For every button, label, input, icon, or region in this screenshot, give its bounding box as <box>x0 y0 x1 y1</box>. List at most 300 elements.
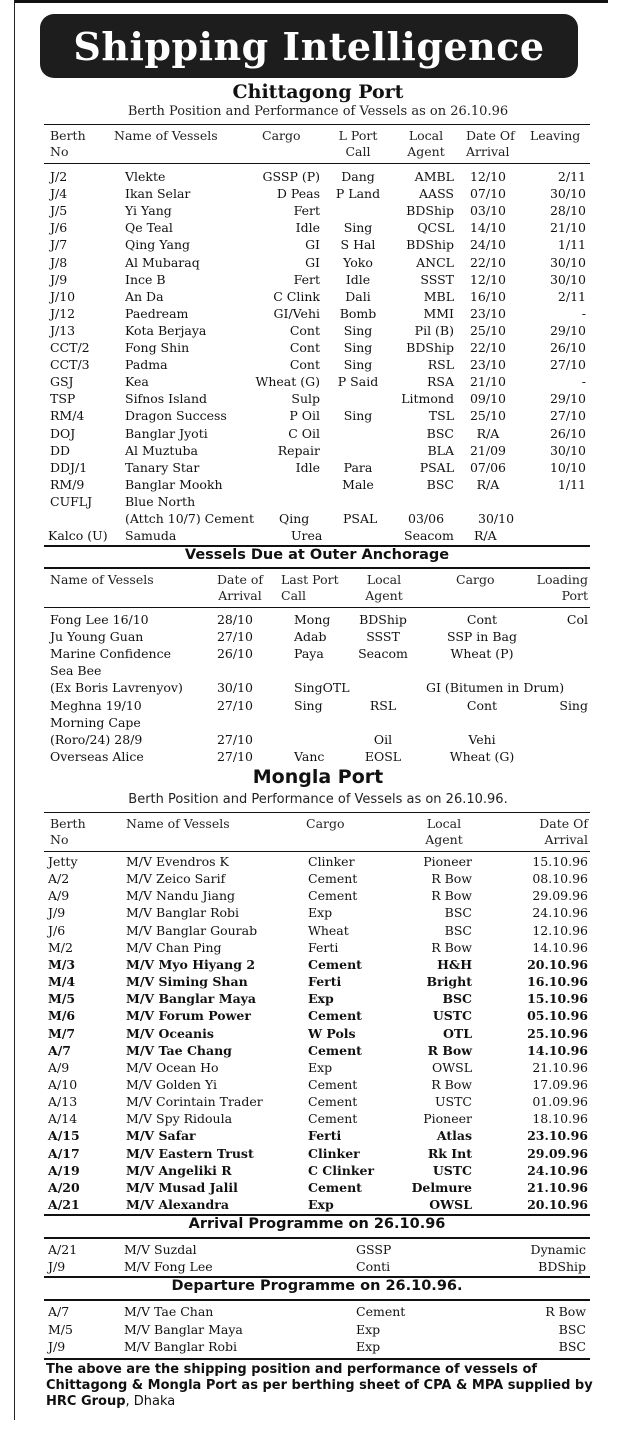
berth-no: A/10 <box>48 1076 78 1092</box>
table-row <box>0 373 624 390</box>
berth-no: J/9 <box>50 271 68 287</box>
local-agent: BSC <box>426 425 454 441</box>
local-agent: BDShip <box>538 1259 586 1274</box>
arrival-date: 24.10.96 <box>527 1162 588 1178</box>
local-agent: Delmure <box>411 1179 472 1195</box>
local-agent: ANCL <box>416 254 454 270</box>
hdr-arrival-2: Arrival <box>466 144 510 159</box>
table-row <box>0 202 624 219</box>
vessel-name: M/V Fong Lee <box>124 1259 213 1274</box>
table-row <box>0 442 624 459</box>
table-row <box>0 1179 624 1196</box>
berth-no: CCT/3 <box>50 357 90 373</box>
table-row <box>0 219 624 236</box>
cargo: Wheat (G) <box>449 748 515 764</box>
vessel-name: M/V Angeliki R <box>126 1162 232 1178</box>
table-row <box>0 1093 624 1110</box>
table-row <box>0 679 624 696</box>
leaving-date: 26/10 <box>549 340 586 355</box>
outer-header-rule <box>44 607 590 608</box>
cargo: C Oil <box>288 425 320 441</box>
vessel-name: M/V Banglar Maya <box>126 991 257 1007</box>
table-row <box>0 714 624 731</box>
cargo: Idle <box>295 220 320 236</box>
vessel-name: M/V Suzdal <box>124 1242 197 1257</box>
local-agent: TSL <box>428 408 454 424</box>
vessel-name: Vlekte <box>125 169 166 184</box>
table-row <box>0 645 624 662</box>
berth-no: A/20 <box>48 1179 80 1195</box>
local-agent: OWSL <box>429 1197 472 1212</box>
local-agent: BSC <box>558 1339 586 1354</box>
arrival-date: 24.10.96 <box>532 905 588 921</box>
table-row <box>0 1321 624 1338</box>
local-agent: BDShip <box>359 612 407 627</box>
table-row <box>0 425 624 442</box>
table-row <box>0 1241 624 1258</box>
cargo: Wheat (G) <box>255 374 320 390</box>
loading-port: Col <box>566 612 588 627</box>
table-row <box>0 853 624 870</box>
arrival-date: R/A <box>474 528 497 543</box>
local-agent: BDShip <box>406 203 454 219</box>
leaving-date: 21/10 <box>549 220 586 236</box>
cargo: D Peas <box>276 186 320 202</box>
cargo: W Pols <box>308 1025 356 1041</box>
arrival-date: 08.10.96 <box>532 871 588 887</box>
arrival-date: 05.10.96 <box>527 1008 588 1024</box>
berth-no: A/13 <box>48 1094 78 1110</box>
page-title: Shipping Intelligence <box>73 23 545 69</box>
leaving-date: 26/10 <box>549 425 586 441</box>
vessel-name: Tanary Star <box>125 459 200 475</box>
arrival-date: 24/10 <box>469 237 507 253</box>
vessel-name: Sea Bee <box>50 663 102 679</box>
local-agent: USTC <box>435 1094 472 1110</box>
local-agent: Bright <box>426 974 472 990</box>
last-port: Vanc <box>294 748 325 764</box>
arrival-date: 01.09.96 <box>532 1094 588 1110</box>
berth-no: DD <box>50 442 71 458</box>
berth-no: A/17 <box>48 1145 80 1161</box>
cargo: Cont <box>289 357 320 373</box>
hdr-lport: L Port <box>338 128 378 143</box>
arrival-date: 30/10 <box>216 680 254 696</box>
table-row <box>0 322 624 339</box>
berth-no: M/5 <box>48 991 76 1007</box>
vessel-name: Dragon Success <box>125 408 227 424</box>
local-agent: QCSL <box>417 220 454 236</box>
cargo: Conti <box>356 1259 391 1274</box>
hdr-berth: Berth <box>50 816 86 831</box>
vessel-name: Meghna 19/10 <box>50 697 142 713</box>
local-agent: SSST <box>366 629 400 645</box>
local-agent: EOSL <box>364 748 402 764</box>
arrival-date: R/A <box>476 476 500 492</box>
local-agent: Oil <box>373 731 393 747</box>
arrival-date: 23/10 <box>469 357 507 373</box>
cargo: Sulp <box>291 391 320 407</box>
hdr-agent: Local <box>366 572 402 587</box>
arrival-date: 12/10 <box>469 271 507 287</box>
berth-no: CCT/2 <box>50 340 90 355</box>
arrival-date: 14/10 <box>469 220 507 236</box>
local-agent: Pioneer <box>423 854 472 869</box>
cargo: Cont <box>289 322 320 338</box>
cargo: GI/Vehi <box>273 305 320 321</box>
arrival-date: 16.10.96 <box>527 974 588 990</box>
cargo: C Clinker <box>308 1162 375 1178</box>
table-row <box>0 476 624 493</box>
local-agent: R Bow <box>431 888 472 904</box>
last-port: Sing <box>343 220 373 236</box>
vessel-name: An Da <box>125 288 164 304</box>
cargo: Cont <box>466 697 498 713</box>
outer-title: Vessels Due at Outer Anchorage <box>184 547 450 563</box>
cargo: Clinker <box>308 1145 360 1161</box>
hdr-agent: Local <box>408 128 444 143</box>
local-agent: BSC <box>426 476 454 492</box>
leaving-date: 2/11 <box>557 288 586 304</box>
vessel-name: Paedream <box>125 305 189 321</box>
local-agent: SSST <box>420 271 454 287</box>
table-row <box>0 887 624 904</box>
arrival-date: R/A <box>476 425 500 441</box>
cargo: P Oil <box>289 408 320 424</box>
berth-no: A/21 <box>48 1197 80 1212</box>
cargo: Clinker <box>308 854 355 869</box>
vessel-name: M/V Alexandra <box>126 1197 229 1212</box>
last-port: Sing <box>343 357 373 373</box>
leaving-date: 1/11 <box>557 237 586 253</box>
vessel-name: Padma <box>125 357 168 373</box>
berth-no: J/5 <box>50 203 68 219</box>
local-agent: BSC <box>442 991 472 1007</box>
cargo: GI (Bitumen in Drum) <box>426 680 565 696</box>
cargo: GI <box>305 254 320 270</box>
arrival-date: 07/10 <box>469 186 507 202</box>
table-row <box>0 1258 624 1275</box>
table-row <box>0 939 624 956</box>
hdr-agent-2: Agent <box>425 832 463 847</box>
vessel-name: Sifnos Island <box>125 391 208 407</box>
arrival-date: 07/06 <box>469 459 507 475</box>
last-port: Paya <box>294 646 324 662</box>
chittagong-extra-row <box>0 510 624 527</box>
leaving-date: 28/10 <box>549 203 586 219</box>
last-port: Qing <box>279 511 310 526</box>
leaving-date: 2/11 <box>557 169 586 184</box>
last-port: Yoko <box>343 254 373 270</box>
arrival-date: 21.10.96 <box>527 1179 588 1195</box>
last-port: Male <box>342 476 374 492</box>
berth-no: RM/9 <box>50 476 85 492</box>
local-agent: AMBL <box>414 169 454 184</box>
table-row <box>0 356 624 373</box>
table-row <box>0 1196 624 1213</box>
leaving-date: 10/10 <box>549 459 586 475</box>
berth-no: J/10 <box>50 288 76 304</box>
berth-no: J/6 <box>50 220 68 236</box>
vessel-name: M/V Spy Ridoula <box>126 1111 233 1127</box>
arrival-date: 14.10.96 <box>527 1042 588 1058</box>
vessel-name: M/V Tae Chan <box>124 1304 214 1319</box>
table-row <box>0 493 624 510</box>
hdr-cargo: Cargo <box>456 572 495 587</box>
cargo: Wheat <box>308 922 349 938</box>
cargo: Exp <box>308 1197 334 1212</box>
table-row <box>0 662 624 679</box>
cargo: Fert <box>293 271 320 287</box>
chittagong-subtitle: Berth Position and Performance of Vessels as on 26.10.96 <box>127 104 509 119</box>
local-agent: Seacom <box>358 646 408 662</box>
table-row <box>0 628 624 645</box>
local-agent: USTC <box>432 1162 472 1178</box>
chittagong-title: Chittagong Port <box>232 81 404 103</box>
last-port: Dang <box>341 169 375 184</box>
vessel-name: Ju Young Guan <box>50 629 144 645</box>
local-agent: PSAL <box>419 459 454 475</box>
cargo: Ferti <box>308 939 339 955</box>
table-row <box>0 1076 624 1093</box>
cargo: Cement <box>308 1094 358 1110</box>
arrival-date: 16/10 <box>469 288 507 304</box>
berth-no: A/9 <box>48 888 70 904</box>
table-row <box>0 288 624 305</box>
vessel-name: M/V Forum Power <box>126 1008 251 1024</box>
vessel-name: M/V Chan Ping <box>126 939 222 955</box>
cargo: Wheat (P) <box>450 646 514 662</box>
arrival-date: 27/10 <box>216 731 254 747</box>
cargo: Exp <box>356 1339 381 1354</box>
vessel-name: M/V Eastern Trust <box>126 1145 254 1161</box>
cargo: C Clink <box>273 288 320 304</box>
arrival-date: 27/10 <box>216 697 254 713</box>
footnote-place: , Dhaka <box>125 1394 176 1409</box>
last-port: SingOTL <box>294 680 350 696</box>
leaving-date: 30/10 <box>549 271 586 287</box>
last-port: S Hal <box>340 237 376 253</box>
hdr-berth-no: No <box>50 832 69 847</box>
berth-no: A/14 <box>48 1111 78 1127</box>
vessel-name: M/V Golden Yi <box>126 1076 217 1092</box>
arrival-date: 20.10.96 <box>527 1197 588 1212</box>
berth-no: A/7 <box>48 1304 70 1319</box>
arrival-date: 03/10 <box>469 203 507 219</box>
vessel-name: (Roro/24) 28/9 <box>50 731 143 747</box>
arrival-date: 20.10.96 <box>527 956 588 972</box>
berth-no: J/9 <box>48 1339 66 1354</box>
hdr-date-2: Arrival <box>218 588 262 603</box>
loading-port: Sing <box>559 697 588 713</box>
local-agent: Pioneer <box>423 1111 472 1127</box>
cargo: Cement <box>308 1111 358 1127</box>
vessel-name: Kota Berjaya <box>125 322 207 338</box>
cargo: Cement <box>308 1179 362 1195</box>
local-agent: USTC <box>432 1008 472 1024</box>
vessel-name: Qe Teal <box>125 220 173 236</box>
hdr-arrival-2: Arrival <box>544 832 588 847</box>
arrival-date: 12/10 <box>469 169 507 184</box>
table-row <box>0 459 624 476</box>
berth-no: Jetty <box>48 854 78 869</box>
cargo: Cont <box>289 340 320 355</box>
last-port: Dali <box>345 288 371 304</box>
table-row <box>0 1025 624 1042</box>
cargo: Cement <box>308 888 358 904</box>
arrival-date: 18.10.96 <box>532 1111 588 1127</box>
last-port: Bomb <box>339 305 377 321</box>
hdr-date: Date of <box>216 572 264 587</box>
vessel-name: M/V Musad Jalil <box>126 1179 238 1195</box>
banner <box>40 14 578 78</box>
berth-no: J/9 <box>48 905 66 921</box>
cargo: GSSP (P) <box>262 169 320 184</box>
hdr-agent-2: Agent <box>365 588 403 603</box>
arrival-date: 25.10.96 <box>527 1025 588 1041</box>
arrival-date: 23/10 <box>469 305 507 321</box>
footnote <box>46 1362 594 1410</box>
leaving-date: 29/10 <box>549 322 586 338</box>
departure-title-rule <box>44 1299 590 1301</box>
cargo: Ferti <box>308 1128 342 1144</box>
hdr-leaving: Leaving <box>530 128 581 143</box>
berth-no: DDJ/1 <box>50 459 88 475</box>
local-agent: R Bow <box>545 1304 586 1319</box>
table-row <box>0 254 624 271</box>
berth-no: RM/4 <box>50 408 85 424</box>
table-row <box>0 748 624 765</box>
cargo: Vehi <box>468 731 496 747</box>
local-agent: Seacom <box>404 528 454 543</box>
leaving-date: 30/10 <box>549 186 586 202</box>
table-row <box>0 956 624 973</box>
arrival-date: 15.10.96 <box>532 854 588 869</box>
leaving-date: 30/10 <box>549 254 586 270</box>
chittagong-header-rule <box>44 163 590 164</box>
berth-no: M/3 <box>48 956 76 972</box>
chittagong-top-rule <box>44 124 590 125</box>
cargo: Idle <box>295 459 320 475</box>
local-agent: R Bow <box>427 1042 472 1058</box>
local-agent: H&H <box>437 956 472 972</box>
vessel-name: Ikan Selar <box>125 186 191 202</box>
vessel-name: Al Mubaraq <box>125 254 200 270</box>
vessel-name: Ince B <box>125 271 166 287</box>
last-port: Idle <box>345 271 371 287</box>
arrival-date: 17.09.96 <box>532 1076 588 1092</box>
cargo: Cement <box>308 871 358 887</box>
berth-no: A/2 <box>48 871 70 887</box>
vessel-name: Fong Lee 16/10 <box>50 612 149 627</box>
local-agent: R Bow <box>431 939 472 955</box>
berth-no: J/12 <box>50 305 76 321</box>
table-row <box>0 1042 624 1059</box>
local-agent: PSAL <box>343 511 378 526</box>
cargo: GI <box>305 237 320 253</box>
local-agent: Dynamic <box>530 1242 586 1257</box>
mongla-top-rule <box>44 812 590 813</box>
local-agent: MMI <box>423 305 454 321</box>
hdr-cargo: Cargo <box>306 816 345 831</box>
last-port: Para <box>343 459 373 475</box>
arrival-date: 21/09 <box>469 442 507 458</box>
leaving-date: 29/10 <box>549 391 586 407</box>
vessel-name: M/V Ocean Ho <box>126 1059 219 1075</box>
local-agent: BDShip <box>406 237 454 253</box>
last-port: Sing <box>343 408 373 424</box>
table-row <box>0 973 624 990</box>
cargo: Exp <box>356 1321 381 1337</box>
cargo: Exp <box>308 991 334 1007</box>
berth-no: A/15 <box>48 1128 80 1144</box>
local-agent: OWSL <box>432 1059 472 1075</box>
table-row <box>0 407 624 424</box>
berth-no: J/4 <box>50 186 68 202</box>
leaving-date: 30/10 <box>549 442 586 458</box>
outer-title-rule <box>44 567 590 569</box>
local-agent: Litmond <box>401 391 454 407</box>
cargo: Exp <box>308 1059 333 1075</box>
berth-no: M/2 <box>48 939 73 955</box>
berth-no: Kalco (U) <box>48 528 108 543</box>
table-row <box>0 990 624 1007</box>
last-port: Adab <box>294 629 327 645</box>
arrival-date: 25/10 <box>469 408 507 424</box>
vessel-name: (Attch 10/7) Cement <box>125 511 254 526</box>
mongla-header-rule <box>44 851 590 852</box>
vessel-name: Overseas Alice <box>50 748 144 764</box>
table-row <box>0 611 624 628</box>
table-row <box>0 185 624 202</box>
mongla-title: Mongla Port <box>252 766 384 788</box>
vessel-name: M/V Banglar Robi <box>124 1339 238 1354</box>
vessel-name: M/V Oceanis <box>126 1025 214 1041</box>
table-row <box>0 271 624 288</box>
last-port: Sing <box>343 340 373 355</box>
arrival-date: 15.10.96 <box>527 991 588 1007</box>
local-agent: RSL <box>369 697 397 713</box>
leaving-date: - <box>581 305 586 321</box>
arrival-date: 26/10 <box>216 646 254 662</box>
hdr-loading: Loading <box>536 572 588 587</box>
vessel-name: Banglar Mookh <box>125 476 223 492</box>
hdr-last-2: Call <box>281 588 307 603</box>
local-agent: BLA <box>427 442 454 458</box>
arrival-title-rule <box>44 1237 590 1239</box>
last-port: P Said <box>337 374 379 390</box>
table-row <box>0 339 624 356</box>
vessel-name: M/V Banglar Robi <box>126 905 240 921</box>
local-agent: AASS <box>419 186 454 202</box>
hdr-loading-2: Port <box>561 588 588 603</box>
berth-no: GSJ <box>50 374 74 390</box>
vessel-name: M/V Zeico Sarif <box>126 871 226 887</box>
vessel-name: Yi Yang <box>125 203 172 219</box>
local-agent: R Bow <box>431 1076 472 1092</box>
vessel-name: Qing Yang <box>125 237 191 253</box>
vessel-name: M/V Banglar Maya <box>124 1321 243 1337</box>
table-row <box>0 697 624 714</box>
hdr-last: Last Port <box>281 572 339 587</box>
mongla-subtitle: Berth Position and Performance of Vessels as on 26.10.96. <box>128 792 508 807</box>
cargo: Cement <box>308 1076 358 1092</box>
arrival-date: 27/10 <box>216 748 254 764</box>
hdr-name: Name of Vessels <box>126 816 230 831</box>
table-row <box>0 870 624 887</box>
chittagong-extra-row <box>0 527 624 544</box>
berth-no: J/13 <box>50 322 76 338</box>
